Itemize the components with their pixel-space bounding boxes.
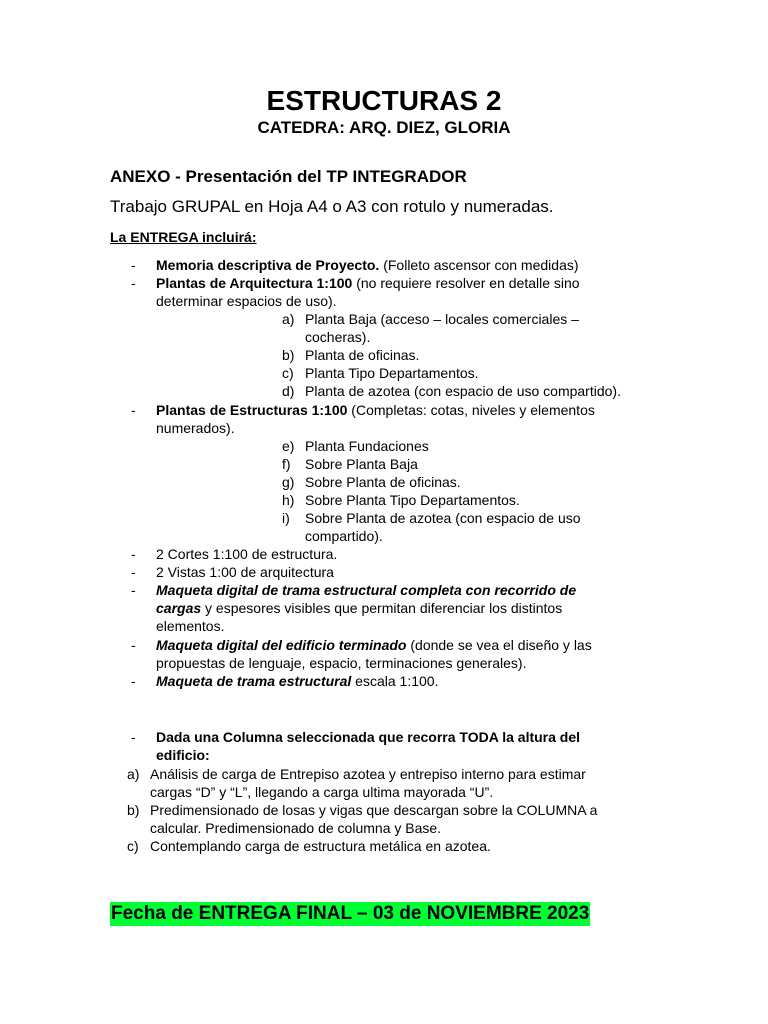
sublist-item: Planta Fundaciones [305, 438, 429, 454]
sublist-marker: c) [282, 365, 294, 381]
bullet-dash: - [131, 637, 136, 653]
list-item-continuation: elementos. [156, 618, 225, 634]
sublist-item: Planta Baja (acceso – locales comerciales – [305, 311, 579, 327]
list-item-continuation: propuestas de lenguaje, espacio, terminaciones generales). [156, 655, 527, 671]
sublist-item: Sobre Planta Baja [305, 456, 418, 472]
sublist-marker: e) [282, 438, 295, 454]
sublist-item: Sobre Planta de oficinas. [305, 474, 461, 490]
sublist-marker: d) [282, 383, 295, 399]
list-item-cortes: 2 Cortes 1:100 de estructura. [156, 546, 338, 562]
list-item-plantas-arquitectura: Plantas de Arquitectura 1:100 (no requiere resolver en detalle sino [156, 275, 580, 291]
sublist-marker: c) [127, 838, 139, 854]
sublist-item: Sobre Planta de azotea (con espacio de uso [305, 510, 581, 526]
list-item-vistas: 2 Vistas 1:00 de arquitectura [156, 564, 334, 580]
sublist-marker: g) [282, 474, 295, 490]
sublist-item-continuation: compartido). [305, 528, 383, 544]
sublist-item-continuation: calcular. Predimensionado de columna y Base. [150, 820, 442, 836]
sublist-marker: f) [282, 456, 291, 472]
bullet-dash: - [131, 257, 136, 273]
sublist-marker: a) [282, 311, 295, 327]
sublist-marker: i) [282, 510, 290, 526]
list-item-continuation: cargas y espesores visibles que permitan diferenciar los distintos [156, 600, 563, 616]
bullet-dash: - [131, 564, 136, 580]
bullet-dash: - [131, 729, 136, 745]
sublist-item: Análisis de carga de Entrepiso azotea y entrepiso interno para estimar [150, 766, 586, 782]
bullet-dash: - [131, 673, 136, 689]
sublist-marker: h) [282, 492, 295, 508]
intro-text: Trabajo GRUPAL en Hoja A4 o A3 con rotulo y numeradas. [110, 197, 554, 216]
sublist-marker: b) [127, 802, 140, 818]
delivery-heading: La ENTREGA incluirá: [110, 229, 257, 245]
sublist-marker: a) [127, 766, 140, 782]
list-item-continuation: numerados). [156, 420, 235, 436]
bullet-dash: - [131, 275, 136, 291]
list-item-maqueta-trama: Maqueta digital de trama estructural completa con recorrido de [156, 582, 577, 598]
sublist-item: Planta Tipo Departamentos. [305, 365, 479, 381]
bullet-dash: - [131, 402, 136, 418]
document-subtitle: CATEDRA: ARQ. DIEZ, GLORIA [257, 118, 511, 137]
deadline-banner: Fecha de ENTREGA FINAL – 03 de NOVIEMBRE 2023 [111, 903, 590, 924]
list-item-continuation: edificio: [156, 747, 210, 763]
sublist-item-continuation: cargas “D” y “L”, llegando a carga ultima mayorada “U”. [150, 784, 494, 800]
sublist-item: Predimensionado de losas y vigas que descargan sobre la COLUMNA a [150, 802, 598, 818]
list-item-columna: Dada una Columna seleccionada que recorra TODA la altura del [156, 729, 581, 745]
list-item-memoria: Memoria descriptiva de Proyecto. (Folleto ascensor con medidas) [156, 257, 579, 273]
bullet-dash: - [131, 546, 136, 562]
sublist-item: Planta de azotea (con espacio de uso compartido). [305, 383, 621, 399]
annex-heading: ANEXO - Presentación del TP INTEGRADOR [110, 167, 467, 186]
sublist-item: Sobre Planta Tipo Departamentos. [305, 492, 520, 508]
sublist-marker: b) [282, 347, 295, 363]
list-item-maqueta-edificio: Maqueta digital del edificio terminado (donde se vea el diseño y las [156, 637, 592, 653]
sublist-item: Contemplando carga de estructura metálica en azotea. [150, 838, 491, 854]
list-item-maqueta-escala: Maqueta de trama estructural escala 1:100. [156, 673, 439, 689]
sublist-item-continuation: cocheras). [305, 329, 371, 345]
document-title: ESTRUCTURAS 2 [266, 85, 502, 116]
bullet-dash: - [131, 582, 136, 598]
list-item-continuation: determinar espacios de uso). [156, 293, 337, 309]
sublist-item: Planta de oficinas. [305, 347, 420, 363]
list-item-plantas-estructuras: Plantas de Estructuras 1:100 (Completas: cotas, niveles y elementos [156, 402, 595, 418]
